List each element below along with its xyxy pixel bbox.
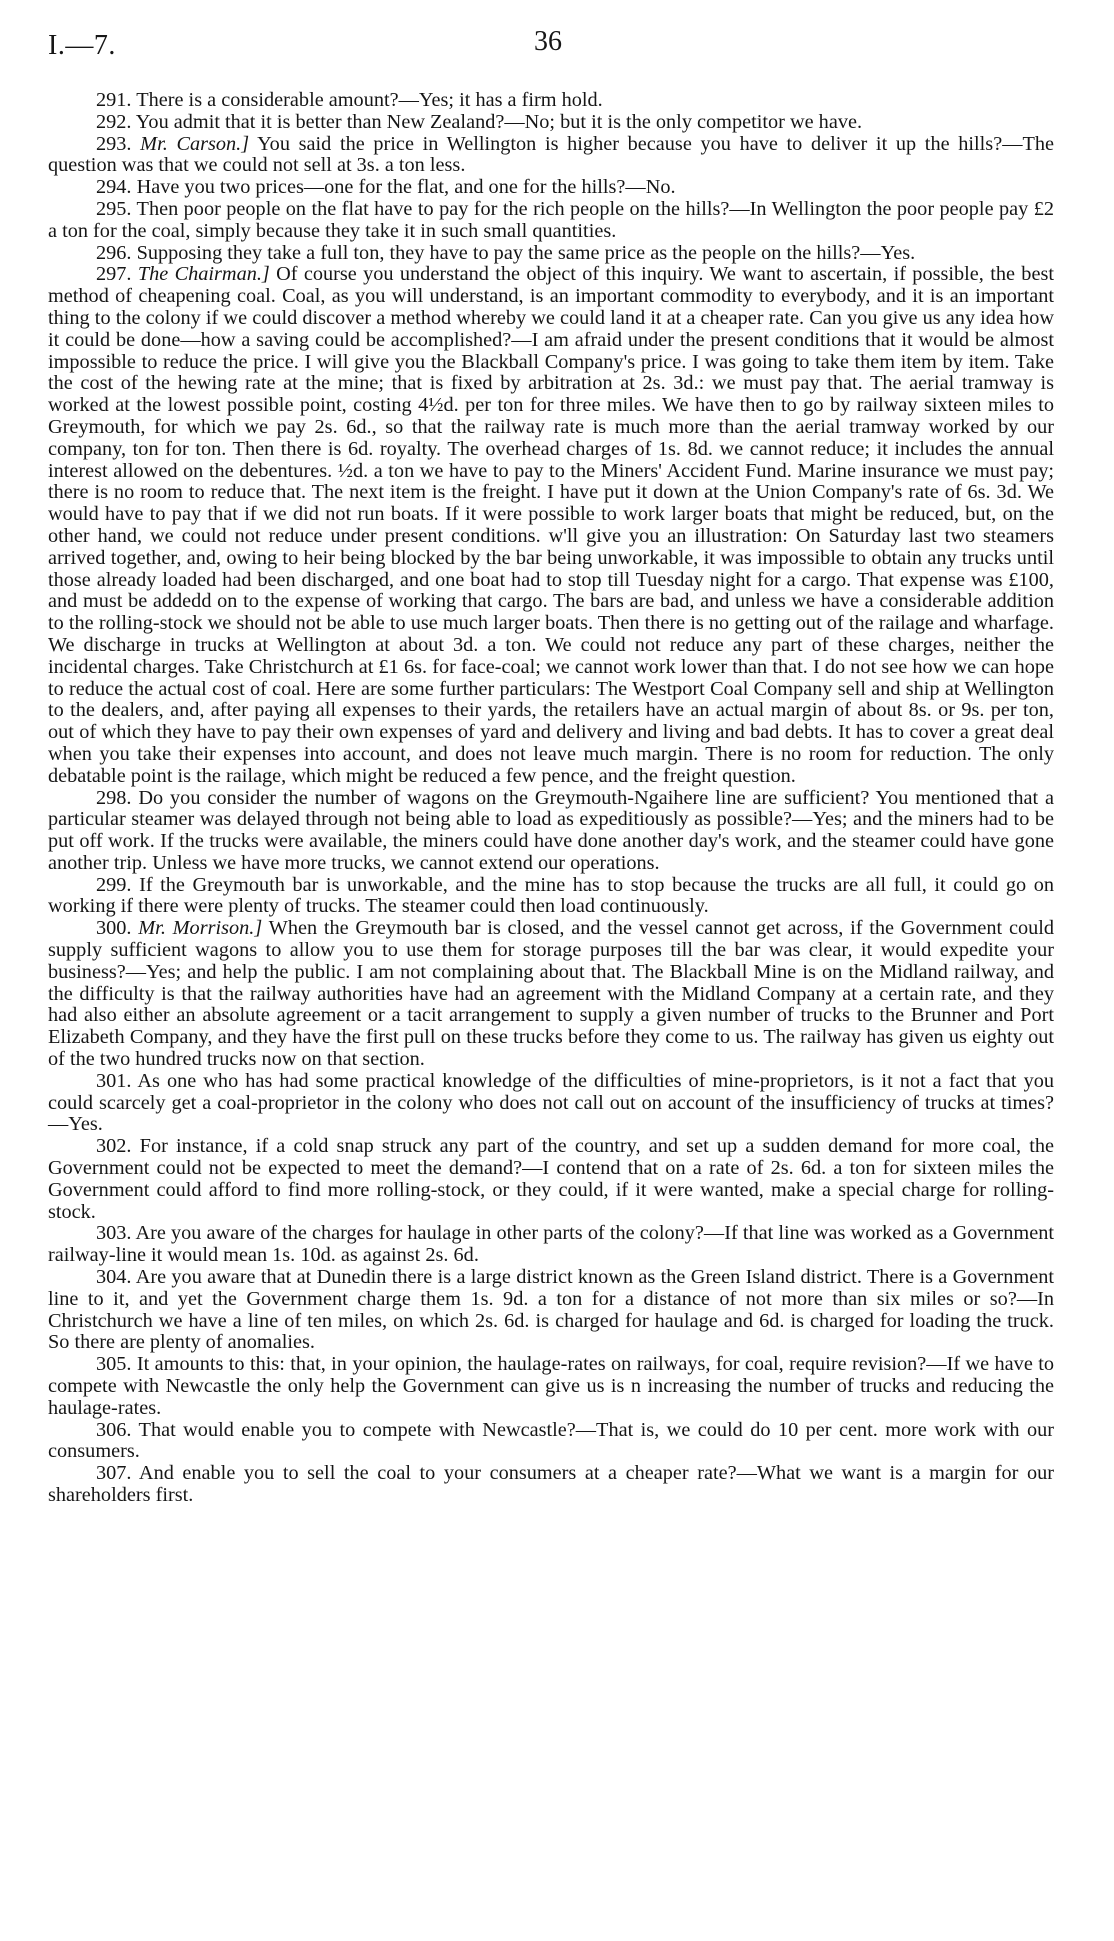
question-307: [48, 1463, 1054, 1507]
question-299: [48, 875, 1054, 919]
speaker-label: 297. The Chairman.]: [96, 263, 270, 286]
paragraph-text: 303. Are you aware of the charges for haulage in other parts of the colony?—If that line was worked as a Government railway-line it would mean 1s. 10d. as against 2s. 6d.: [48, 1222, 1054, 1267]
question-298: [48, 788, 1054, 875]
paragraph-text: 292. You admit that it is better than New Zealand?—No; but it is the only competitor we have.: [96, 110, 863, 133]
paragraph-text: You said the price in Wellington is higher because you have to deliver it up the hills?—The question was that we could not sell at 3s. a ton less.: [48, 132, 1055, 177]
speaker-label: 293. Mr. Carson.]: [96, 132, 250, 155]
transcript-body: [48, 90, 1054, 1507]
question-302: [48, 1136, 1054, 1223]
question-300: [48, 918, 1054, 1071]
paragraph-text: 305. It amounts to this: that, in your opinion, the haulage-rates on railways, for coal, require revision?—If we have to compete with Newcastle the only help the Government can give us is n increasing the number of trucks and reducing the haulage-rates.: [48, 1353, 1054, 1419]
paragraph-text: 304. Are you aware that at Dunedin there is a large district known as the Green Island district. There is a Government line to it, and yet the Government charge them 1s. 9d. a ton for a distance of not more than six miles or so?—In Christchurch we have a line of ten miles, on which 2s. 6d. is charged for haulage and 6d. is charged for loading the truck. So there are plenty of anomalies.: [48, 1266, 1054, 1354]
paragraph-text: 298. Do you consider the number of wagons on the Greymouth-Ngaihere line are sufficient? You mentioned that a particular steamer was delayed through not being able to load as expeditiously as possible?—Yes; and the miners had to be put off work. If the trucks were available, the miners could have done another day's work, and the steamer could have gone another trip. Unless we have more trucks, we cannot extend our operations.: [48, 786, 1054, 874]
question-306: [48, 1420, 1054, 1464]
paragraph-text: 296. Supposing they take a full ton, they have to pay the same price as the people on the hills?—Yes.: [96, 241, 916, 264]
paragraph-text: 294. Have you two prices—one for the flat, and one for the hills?—No.: [96, 176, 676, 199]
paragraph-text: 291. There is a considerable amount?—Yes; it has a firm hold.: [96, 89, 603, 111]
paragraph-text: 302. For instance, if a cold snap struck any part of the country, and set up a sudden demand for more coal, the Government could not be expected to meet the demand?—I contend that on a rate of 2s. 6d. a ton for sixteen miles the Government could afford to find more rolling-stock, or they could, if it were wanted, make a special charge for rolling-stock.: [48, 1135, 1054, 1223]
question-297: [48, 264, 1054, 787]
question-305: [48, 1354, 1054, 1419]
paragraph-text: 295. Then poor people on the flat have to pay for the rich people on the hills?—In Wellington the poor people pay £2 a ton for the coal, simply because they take it in such small quantities.: [48, 197, 1054, 242]
question-293: [48, 134, 1054, 178]
question-291: [48, 90, 1054, 112]
question-296: [48, 243, 1054, 265]
question-301: [48, 1071, 1054, 1136]
question-295: [48, 199, 1054, 243]
paragraph-text: 299. If the Greymouth bar is unworkable, and the mine has to stop because the trucks are all full, it could go on working if there were plenty of trucks. The steamer could then load continuously.: [48, 873, 1054, 918]
question-304: [48, 1267, 1054, 1354]
page-header: [48, 26, 1054, 80]
page-number: 36: [534, 26, 562, 57]
question-303: [48, 1223, 1054, 1267]
question-294: [48, 177, 1054, 199]
speaker-label: 300. Mr. Morrison.]: [96, 917, 263, 940]
question-292: [48, 112, 1054, 134]
paragraph-text: When the Greymouth bar is closed, and the vessel cannot get across, if the Government could supply sufficient wagons to allow you to use them for storage purposes till the bar was clear, it would expedite your business?—Yes; and help the public. I am not complaining about that. The Blackball Mine is on the Midland railway, and the difficulty is that the railway authorities have had an agreement with the Midland Company at a certain rate, and they had also either an absolute agreement or a tacit arrangement to supply a given number of trucks to the Brunner and Port Elizabeth Company, and they have the first pull on these trucks before they come to us. The railway has given us eighty out of the two hundred trucks now on that section.: [48, 917, 1055, 1071]
paragraph-text: 301. As one who has had some practical knowledge of the difficulties of mine-proprietors, is it not a fact that you could scarcely get a coal-proprietor in the colony who does not call out on account of the insufficiency of trucks at times?—Yes.: [48, 1069, 1054, 1136]
paragraph-text: 307. And enable you to sell the coal to your consumers at a cheaper rate?—What we want is a margin for our shareholders first.: [48, 1462, 1054, 1506]
paragraph-text: Of course you understand the object of this inquiry. We want to ascertain, if possible, the best method of cheapening coal. Coal, as you will understand, is an important commodity to everybody, and it is an important thing to the colony if we could discover a method whereby we could land it at a cheaper rate. Can you give us any idea how it could be done—how a saving could be accomplished?—I am afraid under the present conditions that it would be almost impossible to reduce the price. I will give you the Blackball Company's price. I was going to take them item by item. Take the cost of the hewing rate at the mine; that is fixed by arbitration at 2s. 3d.: we must pay that. The aerial tramway is worked at the lowest possible point, costing 4½d. per ton for three miles. We have then to go by railway sixteen miles to Greymouth, for which we pay 2s. 6d., so that the railway rate is much more than the aerial tramway worked by our company, ton for ton. Then there is 6d. royalty. The overhead charges of 1s. 8d. we cannot reduce; it includes the annual interest allowed on the debentures. ½d. a ton we have to pay to the Miners' Accident Fund. Marine insurance we must pay; there is no room to reduce that. The next item is the freight. I have put it down at the Union Company's rate of 6s. 3d. We would have to pay that if we did not run boats. If it were possible to work larger boats that might be reduced, but, on the other hand, we could not reduce under present conditions. w'll give you an illustration: On Saturday last two steamers arrived together, and, owing to heir being blocked by the bar being unworkable, it was impossible to obtain any trucks until those already loaded had been discharged, and one boat had to stop till Tuesday night for a cargo. That expense was £100, and must be addedd on to the expense of working that cargo. The bars are bad, and unless we have a considerable addition to the rolling-stock we should not be able to use much larger boats. Then there is no getting out of the railage and wharfage. We discharge in trucks at Wellington at about 3d. a ton. We could not reduce any part of these charges, neither the incidental charges. Take Christchurch at £1 6s. for face-coal; we cannot work lower than that. I do not see how we can hope to reduce the actual cost of coal. Here are some further particulars: The Westport Coal Company sell and ship at Wellington to the dealers, and, after paying all expenses to their yards, the retailers have an actual margin of about 8s. or 9s. per ton, out of which they have to pay their own expenses of yard and delivery and living and bad debts. It has to cover a great deal when you take their expenses into account, and does not leave much margin. There is no room for reduction. The only debatable point is the railage, which might be reduced a few pence, and the freight question.: [48, 263, 1054, 787]
paragraph-text: 306. That would enable you to compete with Newcastle?—That is, we could do 10 per cent. more work with our consumers.: [48, 1418, 1054, 1463]
paper-reference: I.—7.: [48, 30, 116, 61]
